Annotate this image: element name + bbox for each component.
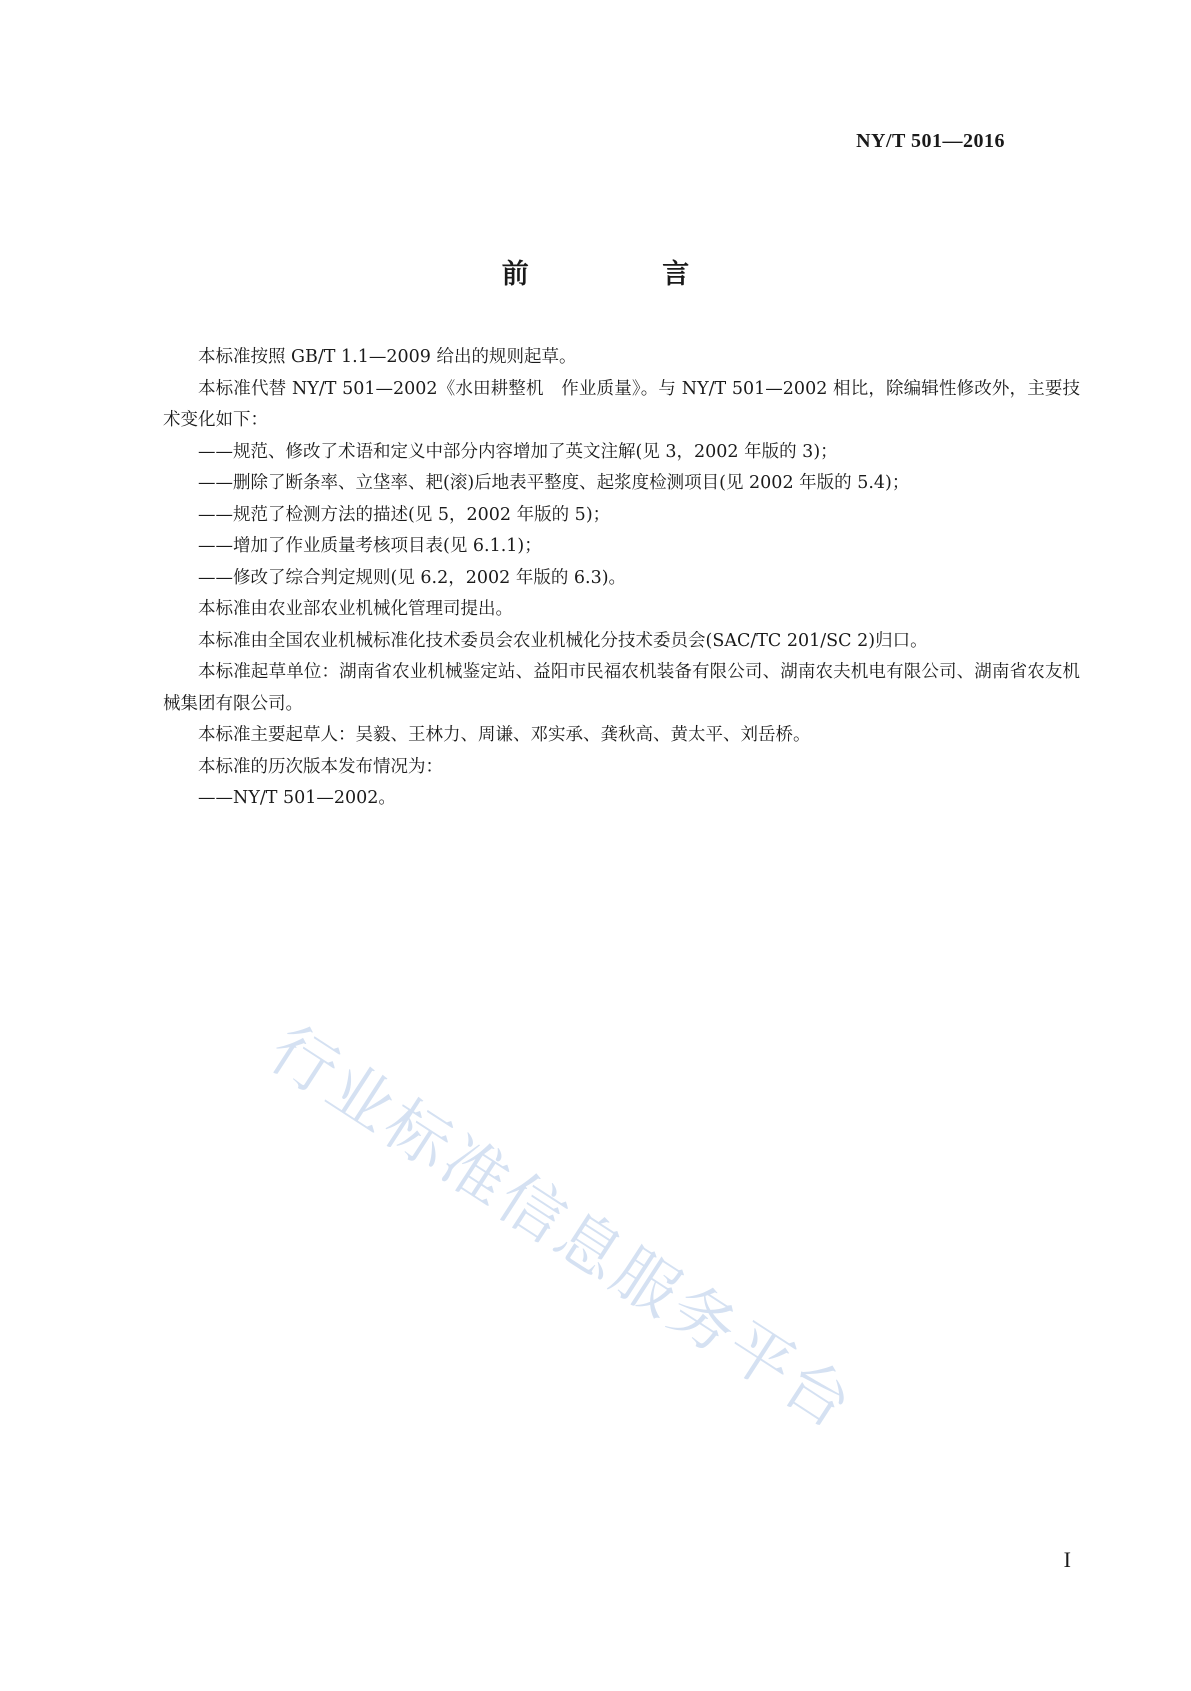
change-item: ——规范了检测方法的描述(见 5，2002 年版的 5)； — [198, 504, 611, 525]
standard-code: NY/T 501—2016 — [856, 130, 1005, 152]
change-item: ——规范、修改了术语和定义中部分内容增加了英文注解(见 3，2002 年版的 3)； — [198, 441, 838, 462]
paragraph-drafting-units: 本标准起草单位：湖南省农业机械鉴定站、益阳市民福农机装备有限公司、湖南农夫机电有限公司、湖南省农友机械集团有限公司。 — [163, 662, 1080, 714]
paragraph-replacement: 本标准代替 NY/T 501—2002《水田耕整机 作业质量》。与 NY/T 501—2002 相比，除编辑性修改外，主要技术变化如下： — [163, 378, 1080, 430]
paragraph-drafters: 本标准主要起草人：吴毅、王林力、周谦、邓实承、龚秋高、黄太平、刘岳桥。 — [198, 725, 811, 745]
paragraph-proposer: 本标准由农业部农业机械化管理司提出。 — [198, 599, 513, 619]
document-body — [163, 342, 1080, 815]
change-item: ——修改了综合判定规则(见 6.2，2002 年版的 6.3)。 — [198, 567, 627, 588]
paragraph-centralized-management: 本标准由全国农业机械标准化技术委员会农业机械化分技术委员会(SAC/TC 201/SC 2)归口。 — [198, 630, 928, 651]
page-number: I — [1063, 1547, 1071, 1572]
paragraph-version-history: 本标准的历次版本发布情况为： — [198, 756, 443, 777]
paragraph-drafting-rules: 本标准按照 GB/T 1.1—2009 给出的规则起草。 — [198, 347, 577, 367]
version-history-item: ——NY/T 501—2002。 — [198, 788, 396, 808]
change-item: ——删除了断条率、立垡率、耙(滚)后地表平整度、起浆度检测项目(见 2002 年版的 5.4)； — [198, 473, 910, 493]
change-item: ——增加了作业质量考核项目表(见 6.1.1)； — [198, 536, 542, 556]
watermark: 行业标准信息服务平台 — [256, 1012, 868, 1445]
page-title: 前 言 — [501, 259, 752, 290]
